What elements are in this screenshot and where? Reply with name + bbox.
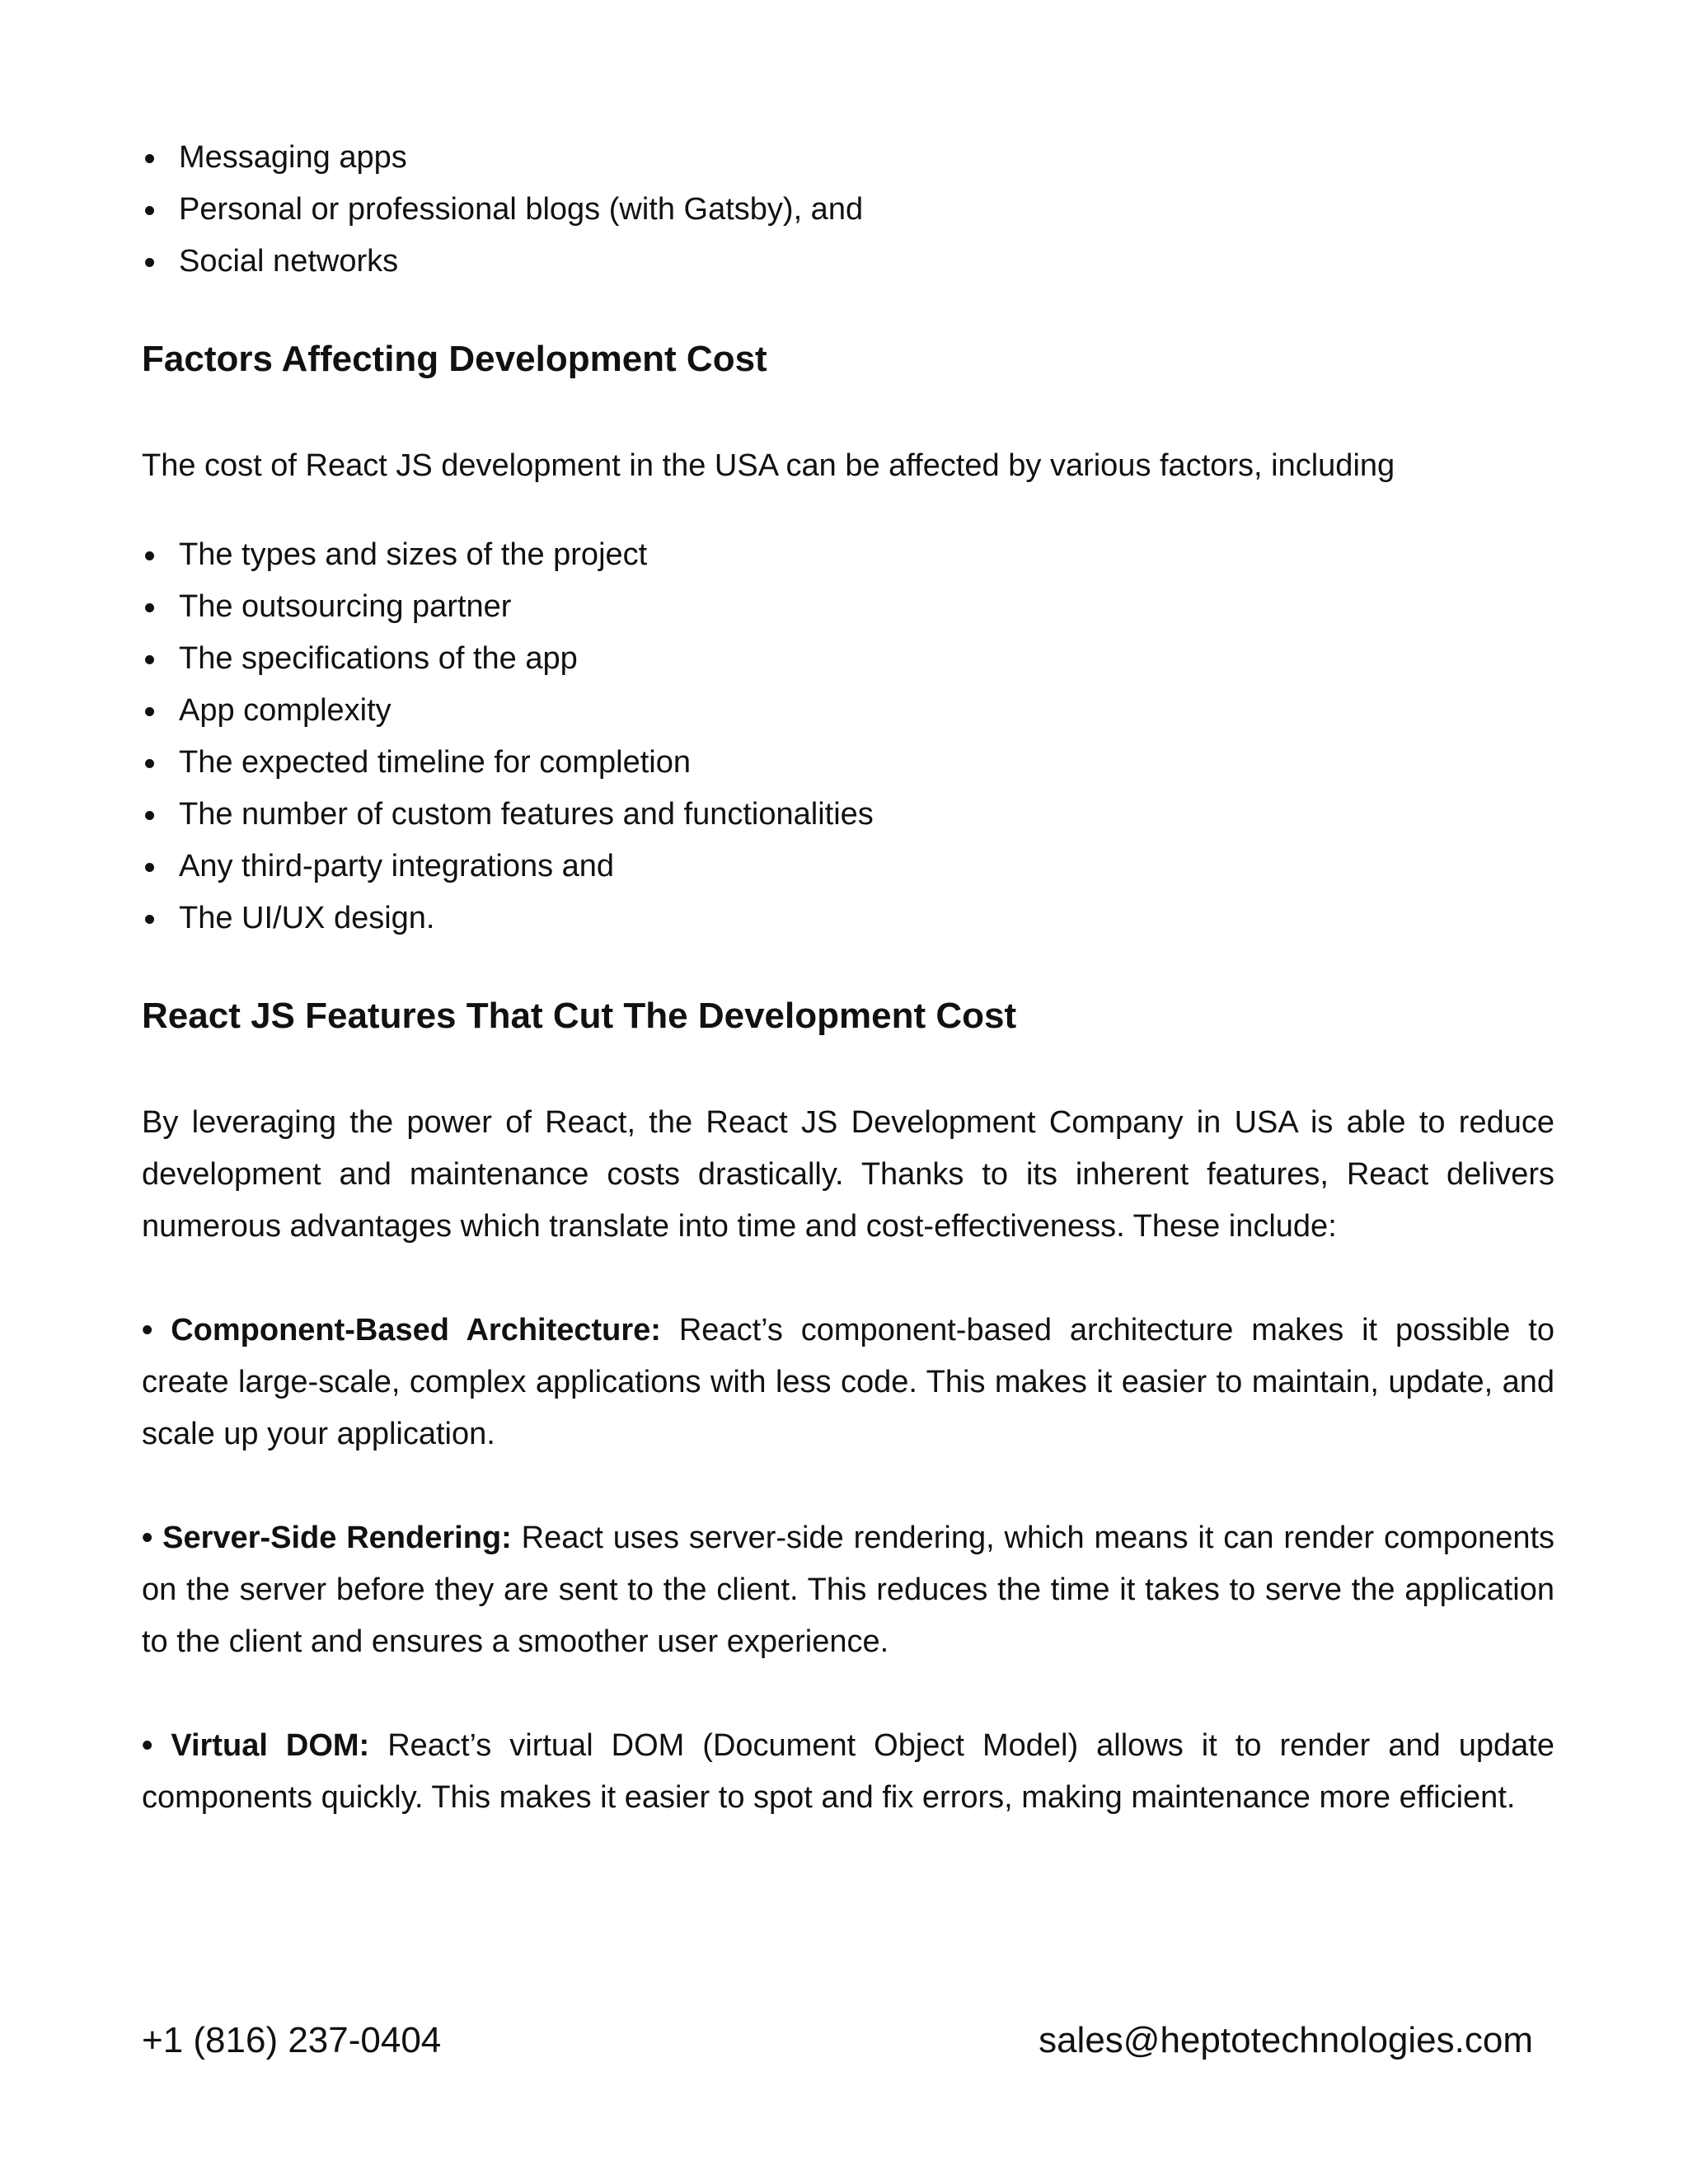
list-item: Personal or professional blogs (with Gatsby), and [142,184,1554,236]
use-case-list [142,132,1554,288]
list-item: App complexity [142,685,1554,737]
feature-title: Server-Side Rendering: [162,1521,512,1555]
bullet-glyph: • [142,1521,153,1555]
list-item: Any third-party integrations and [142,841,1554,893]
list-item: Social networks [142,236,1554,288]
document-page [142,132,1554,1824]
section-heading-features: React JS Features That Cut The Development Cost [142,996,1017,1036]
list-item: Messaging apps [142,132,1554,184]
feature-component-architecture [142,1305,1554,1460]
list-item: The outsourcing partner [142,581,1554,633]
section-heading-factors: Factors Affecting Development Cost [142,339,767,379]
bullet-glyph: • [142,1313,153,1347]
feature-server-side-rendering [142,1512,1554,1668]
footer-phone: +1 (816) 237-0404 [142,2020,442,2060]
factors-intro: The cost of React JS development in the USA can be affected by various factors, including [142,448,1395,483]
list-item: The number of custom features and functionalities [142,789,1554,841]
list-item: The specifications of the app [142,633,1554,685]
features-intro: By leveraging the power of React, the React JS Development Company in USA is able to reduce development and maintenance costs drastically. Thanks to its inherent features, React delivers numerous advantages which translate into time and cost-effectiveness. These include: [142,1105,1554,1244]
list-item: The expected timeline for completion [142,737,1554,789]
feature-virtual-dom [142,1720,1554,1824]
feature-title: Virtual DOM: [171,1728,370,1763]
feature-text: React’s component-based architecture makes it possible to create large-scale, complex applications with less code. This makes it easier to maintain, update, and scale up your application. [142,1313,1554,1451]
footer-email: sales@heptotechnologies.com [1039,2020,1533,2060]
bullet-glyph: • [142,1728,153,1763]
feature-text: React’s virtual DOM (Document Object Model) allows it to render and update components quickly. This makes it easier to spot and fix errors, making maintenance more efficient. [142,1728,1554,1815]
list-item: The UI/UX design. [142,893,1554,944]
list-item: The types and sizes of the project [142,529,1554,581]
feature-title: Component-Based Architecture: [171,1313,661,1347]
feature-text: React uses server-side rendering, which means it can render components on the server before they are sent to the client. This reduces the time it takes to serve the application to the client and ensures a smoother user experience. [142,1521,1555,1659]
factors-list [142,529,1554,944]
